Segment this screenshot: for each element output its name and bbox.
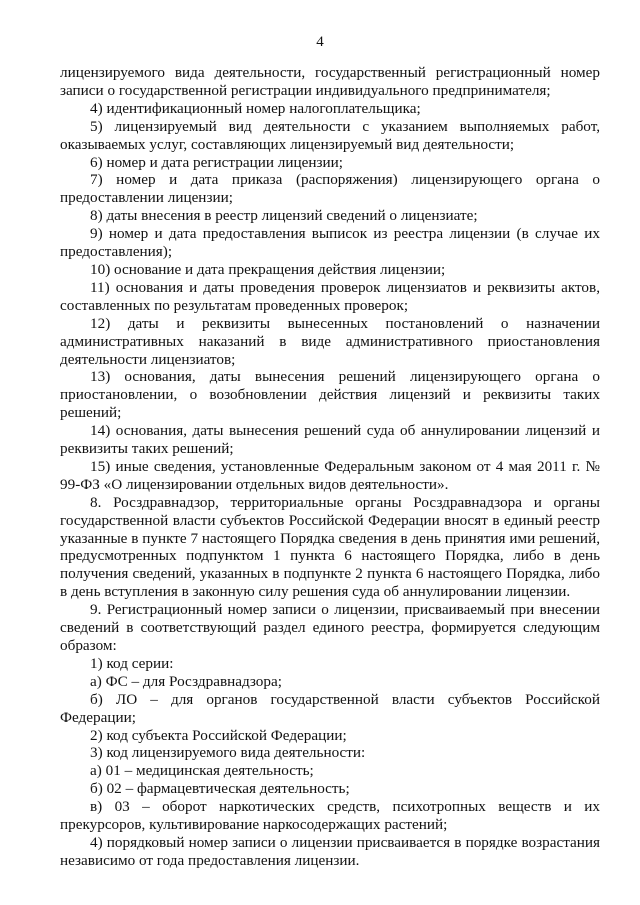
page-number: 4 [316, 34, 324, 50]
paragraph: 1) код серии: [90, 654, 174, 672]
paragraph: 11) основания и даты проведения проверок лицензиатов и реквизиты актов, составленных по результатам проведенных проверок; [60, 278, 600, 314]
paragraph: б) ЛО – для органов государственной власти субъектов Российской Федерации; [60, 690, 600, 726]
paragraph: 10) основание и дата прекращения действия лицензии; [90, 260, 446, 278]
paragraph: 3) код лицензируемого вида деятельности: [90, 744, 366, 762]
paragraph: 9. Регистрационный номер записи о лицензии, присваиваемый при внесении сведений в соответствующий раздел единого реестра, формируется следующим образом: [60, 601, 600, 654]
paragraph: лицензируемого вида деятельности, государственный регистрационный номер записи о государственной регистрации индивидуального предпринимателя; [60, 64, 600, 99]
paragraph: 4) идентификационный номер налогоплательщика; [90, 99, 421, 117]
paragraph: 5) лицензируемый вид деятельности с указанием выполняемых работ, оказываемых услуг, составляющих лицензируемый вид деятельности; [60, 117, 600, 153]
paragraph: 6) номер и дата регистрации лицензии; [90, 153, 343, 171]
paragraph: 4) порядковый номер записи о лицензии присваивается в порядке возрастания независимо от года предоставления лицензии. [60, 833, 600, 869]
paragraph: в) 03 – оборот наркотических средств, психотропных веществ и их прекурсоров, культивирование наркосодержащих растений; [60, 798, 600, 834]
paragraph: а) ФС – для Росздравнадзора; [90, 672, 282, 690]
paragraph: 13) основания, даты вынесения решений лицензирующего органа о приостановлении, о возобновлении действия лицензий и реквизиты таких решений; [60, 368, 600, 422]
paragraph: 8. Росздравнадзор, территориальные органы Росздравнадзора и органы государственной власти субъектов Российской Федерации вносят в единый реестр указанные в пункте 7 настоящего Порядка сведения в день принятия ими решений, предусмотренных подпунктом 1 пункта 6 настоящего Порядка, либо в день получения сведений, указанных в подпункте 2 пункта 6 настоящего Порядка, либо в день вступления в законную силу решения суда об аннулировании лицензии. [60, 493, 600, 601]
paragraph: 2) код субъекта Российской Федерации; [90, 726, 347, 744]
paragraph: 12) даты и реквизиты вынесенных постановлений о назначении административных наказаний в виде административного приостановления деятельности лицензиатов; [60, 314, 600, 368]
paragraph: 14) основания, даты вынесения решений суда об аннулировании лицензий и реквизиты таких решений; [60, 422, 600, 458]
paragraph: 15) иные сведения, установленные Федеральным законом от 4 мая 2011 г. № 99-ФЗ «О лицензировании отдельных видов деятельности». [60, 457, 600, 493]
paragraph: 9) номер и дата предоставления выписок из реестра лицензии (в случае их предоставления); [60, 225, 600, 261]
document-body [60, 64, 600, 870]
paragraph: а) 01 – медицинская деятельность; [90, 762, 314, 780]
paragraph: б) 02 – фармацевтическая деятельность; [90, 780, 350, 798]
paragraph: 7) номер и дата приказа (распоряжения) лицензирующего органа о предоставлении лицензии; [60, 171, 600, 207]
paragraph: 8) даты внесения в реестр лицензий сведений о лицензиате; [90, 207, 478, 225]
